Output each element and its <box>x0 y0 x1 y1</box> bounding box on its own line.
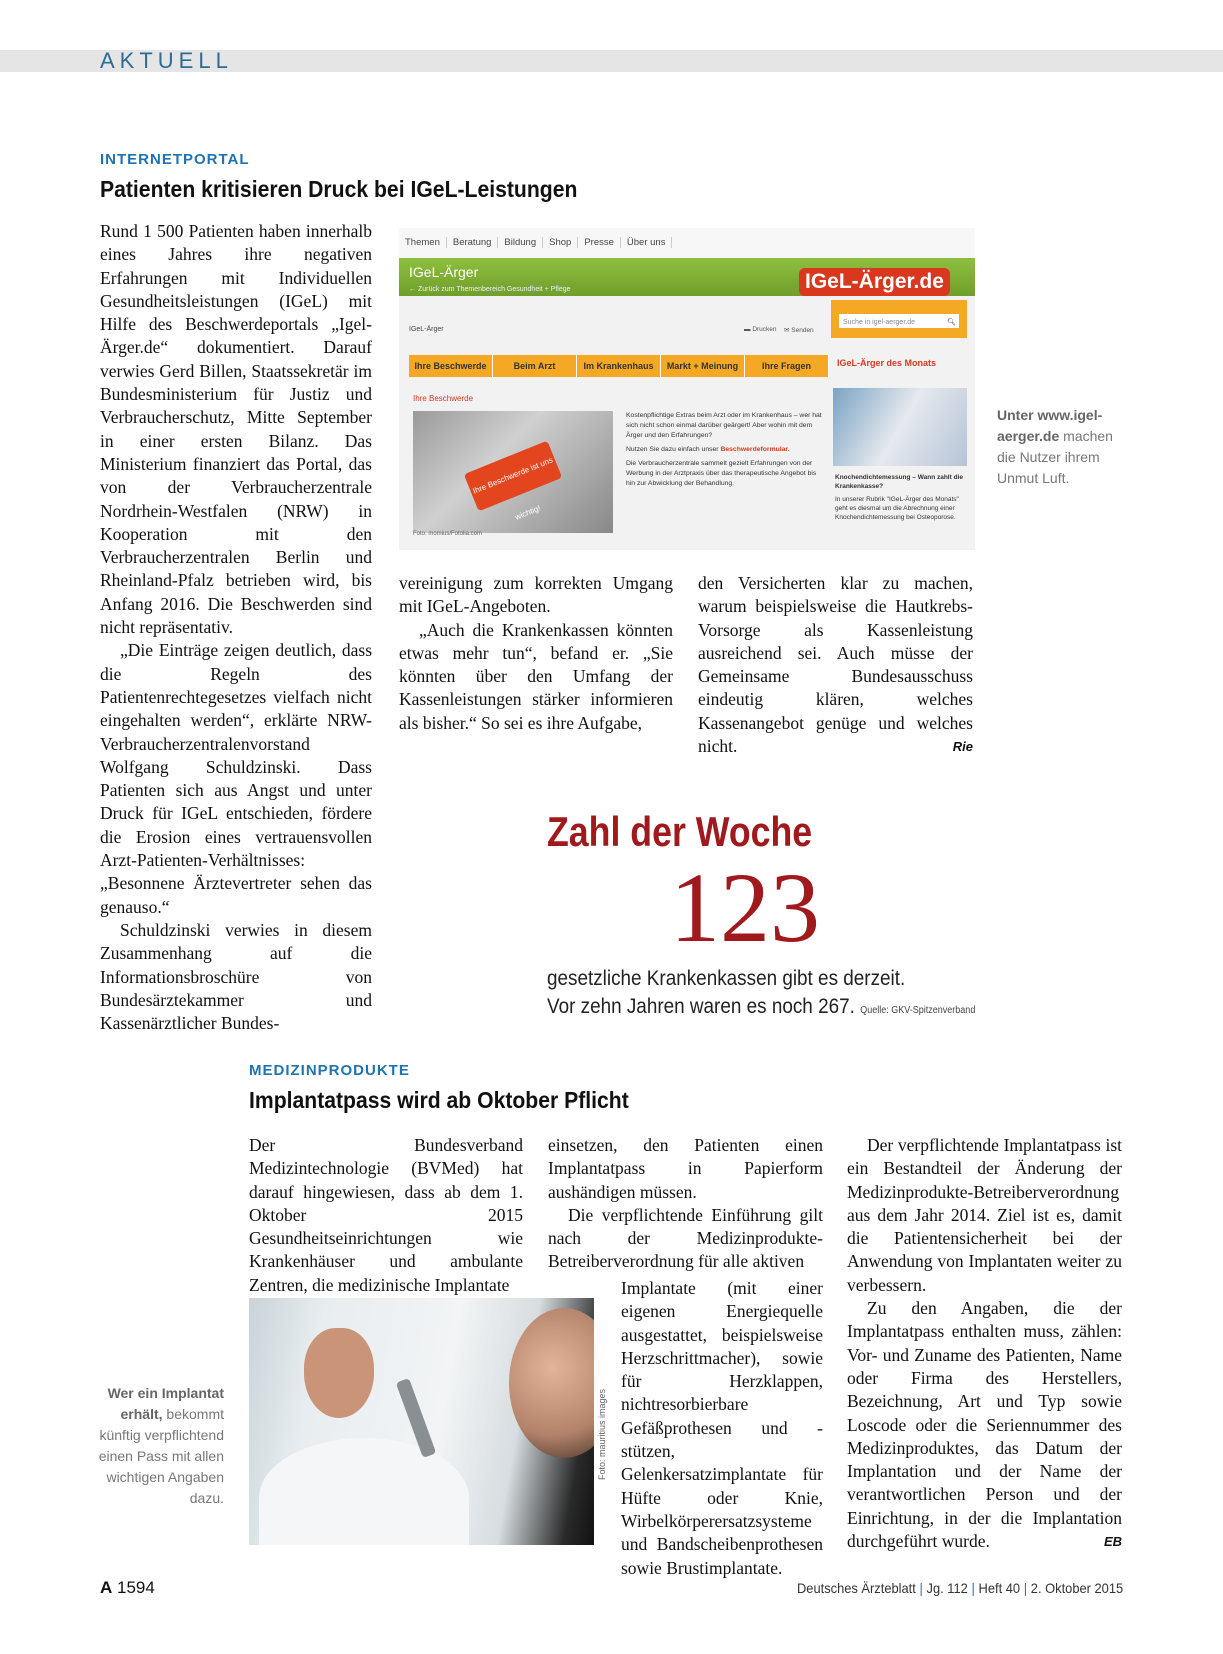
section-label: AKTUELL <box>100 48 233 73</box>
article2-column-3 <box>847 1134 1122 1553</box>
paragraph: Schuldzinski verwies in diesem Zusammenhang auf die Informationsbroschüre von Bundesärztekammer und Kassenärztlicher Bundes- <box>100 919 372 1034</box>
menu-item: Shop <box>543 237 578 248</box>
article2-kicker: MEDIZINPRODUKTE <box>249 1062 410 1079</box>
paragraph: Rund 1 500 Patienten haben innerhalb eines Jahres ihre negativen Erfahrungen mit Individuellen Gesundheitsleistungen (IGeL) mit Hilfe des Beschwerdeportals „Igel-Ärger.de“ dokumentiert. Darauf verwies Gerd Billen, Staatssekretär im Bundesministerium für Justiz und Verbraucherschutz, Mitte September in einer ersten Bilanz. Das Ministerium finanziert das Portal, das von der Verbraucherzentrale Nordrhein-Westfalen (NRW) in Kooperation mit den Verbraucherzentralen Berlin und Rheinland-Pfalz betrieben wird, bis Anfang 2016. Die Beschwerden sind nicht repräsentativ. <box>100 221 372 638</box>
portal-month-text: Knochendichtemessung – Wann zahlt die Krankenkasse? In unserer Rubrik "IGeL-Ärger des Monats" geht es diesmal um die Abrechnung einer Knochendichtemessung bei Osteoporose. <box>835 474 963 521</box>
journal-info: Deutsches Ärzteblatt | Jg. 112 | Heft 40 | 2. Oktober 2015 <box>797 1580 1124 1596</box>
menu-item: Beratung <box>447 237 499 248</box>
portal-tab: Im Krankenhaus <box>577 355 661 377</box>
portal-print-link: ▬ Drucken <box>744 326 777 333</box>
paragraph: Implantate (mit einer eigenen Energiequelle ausgestattet, beispielsweise Herzschrittmacher), sowie für Herzklappen, nichtresorbierbare Gefäßprothesen und -stützen, Gelenkersatzimplantate für Hüfte oder Knie, Wirbelkörperersatzsysteme und Bandscheibenprothesen sowie Brustimplantate. <box>621 1278 823 1578</box>
menu-item: Bildung <box>498 237 543 248</box>
photo-coat <box>259 1438 469 1545</box>
paragraph: „Auch die Krankenkassen könnten etwas mehr tun“, befand er. „Sie könnten über den Umfang der Kassenleistungen stärker informieren als bisher.“ So sei es ihre Aufgabe, <box>399 619 673 733</box>
article2-column-2-bottom <box>621 1277 823 1580</box>
portal-tabs <box>409 355 829 377</box>
page-number: A 1594 <box>100 1578 155 1597</box>
portal-breadcrumb: IGeL-Ärger <box>409 326 444 333</box>
portal-photo-credit: Foto: momius/Fotolia.com <box>413 531 483 537</box>
paragraph: Der verpflichtende Implantatpass ist ein Bestandteil der Änderung der Medizinprodukte-Betreiberverordnung aus dem Jahr 2014. Ziel ist es, damit die Patientensicherheit bei der Anwendung von Implantaten weiter zu verbessern. <box>847 1135 1122 1295</box>
complaint-key: Ihre Beschwerde ist uns wichtig! <box>464 441 562 512</box>
article2-signature: EB <box>1103 1534 1122 1550</box>
menu-item: Über uns <box>621 237 673 248</box>
article2-column-1 <box>249 1134 523 1297</box>
menu-item: Themen <box>399 237 447 248</box>
paragraph: Zu den Angaben, die der Implantatpass enthalten muss, zählen: Vor- und Zuname des Patienten, Name oder Firma des Herstellers, Bezeichnung, Art und Typ sowie Loscode oder die Seriennummer des Medizinproduktes, das Datum der Implantation und der Name der verantwortlichen Person und der Einrichtung, in der die Implantation durchgeführt wurde. EB <box>847 1297 1122 1553</box>
number-of-week-value: 123 <box>670 852 820 963</box>
article1-headline: Patienten kritisieren Druck bei IGeL-Leistungen <box>100 176 578 202</box>
paragraph: Der Bundesverband Medizintechnologie (BVMed) hat darauf hingewiesen, dass ab dem 1. Oktober 2015 Gesundheitseinrichtungen wie Krankenhäuser und ambulante Zentren, die medizinische Implantate <box>249 1135 523 1295</box>
article1-signature: Rie <box>952 739 973 755</box>
printer-icon: ▬ <box>744 326 751 333</box>
article2-photo-credit: Foto: mauritius images <box>597 1388 607 1480</box>
portal-back-link: ← Zurück zum Themenbereich Gesundheit + Pflege <box>409 286 571 293</box>
number-of-week-source: Quelle: GKV-Spitzenverband <box>860 1005 976 1016</box>
portal-search-box: Suche in igel-aerger.de 🔍︎ <box>837 312 961 330</box>
portal-section-heading: Ihre Beschwerde <box>413 394 474 403</box>
portal-tab: Ihre Fragen <box>745 355 829 377</box>
article1-caption: Unter www.igel-aerger.de machen die Nutzer ihrem Unmut Luft. <box>997 407 1113 486</box>
portal-intro-text: Kostenpflichtige Extras beim Arzt oder im Krankenhaus – wer hat sich nicht schon einmal darüber geärgert! Aber wohin mit dem Ärger und den Erfahrungen? Nutzen Sie dazu einfach unser Beschwerdeformular. Die Verbraucherzentrale sammelt gezielt Erfahrungen von der Werbung in der Arztpraxis über das therapeutische Angebot bis hin zur Abwicklung der Behandlung. <box>626 412 822 487</box>
doctor-patient-image <box>833 388 967 466</box>
portal-title: IGeL-Ärger <box>409 264 479 280</box>
paragraph: einsetzen, den Patienten einen Implantatpass in Papierform aushändigen müssen. <box>548 1135 823 1202</box>
photo-doctor-face <box>304 1328 374 1418</box>
article2-caption: Wer ein Implantat erhält, bekommt künftig verpflichtend einen Pass mit allen wichtigen Angaben dazu. <box>98 1385 224 1506</box>
portal-menu <box>399 228 975 259</box>
doctor-implant-photo <box>249 1298 594 1545</box>
portal-tab: Ihre Beschwerde <box>409 355 493 377</box>
article1-kicker: INTERNETPORTAL <box>100 151 250 168</box>
portal-screenshot <box>399 228 975 550</box>
article2-column-2-top <box>548 1134 823 1274</box>
article1-column-1 <box>100 220 372 1035</box>
portal-send-link: ✉ Senden <box>784 327 814 334</box>
menu-item: Presse <box>578 237 621 248</box>
photo-patient-head <box>509 1308 594 1458</box>
number-of-week-title: Zahl der Woche <box>547 808 813 855</box>
paragraph: Die verpflichtende Einführung gilt nach der Medizinprodukte-Betreiberverordnung für alle aktiven <box>548 1204 823 1272</box>
mail-icon: ✉ <box>784 327 790 334</box>
article2-headline: Implantatpass wird ab Oktober Pflicht <box>249 1087 629 1113</box>
keyboard-image <box>413 411 613 533</box>
paragraph: den Versicherten klar zu machen, warum beispielsweise die Hautkrebs-Vorsorge als Kassenleistung ausreichend sei. Auch müsse der Gemeinsame Bundesausschuss eindeutig klären, welches Kassenangebot genüge und welches nicht. Rie <box>698 572 973 758</box>
portal-tab: Beim Arzt <box>493 355 577 377</box>
article1-column-2 <box>399 572 673 735</box>
portal-month-heading: IGeL-Ärger des Monats <box>837 358 937 368</box>
paragraph: vereinigung zum korrekten Umgang mit IGeL-Angeboten. <box>399 573 673 617</box>
portal-tab: Markt + Meinung <box>661 355 745 377</box>
search-icon: 🔍︎ <box>947 319 956 326</box>
number-of-week-text: gesetzliche Krankenkassen gibt es derzeit. Vor zehn Jahren waren es noch 267. Quelle: GKV-Spitzenverband <box>547 967 976 1018</box>
paragraph: „Die Einträge zeigen deutlich, dass die Regeln des Patientenrechtegesetzes vielfach nicht eingehalten werden“, erklärte NRW-Verbraucherzentralenvorstand Wolfgang Schuldzinski. Dass Patienten sich aus Angst und unter Druck für IGeL entschieden, fördere die Erosion eines vertrauensvollen Arzt-Patienten-Verhältnisses: „Besonnene Ärztevertreter sehen das genauso.“ <box>100 640 372 917</box>
portal-logo: IGeL-Ärger.de <box>799 268 950 296</box>
article1-column-3 <box>698 572 973 758</box>
